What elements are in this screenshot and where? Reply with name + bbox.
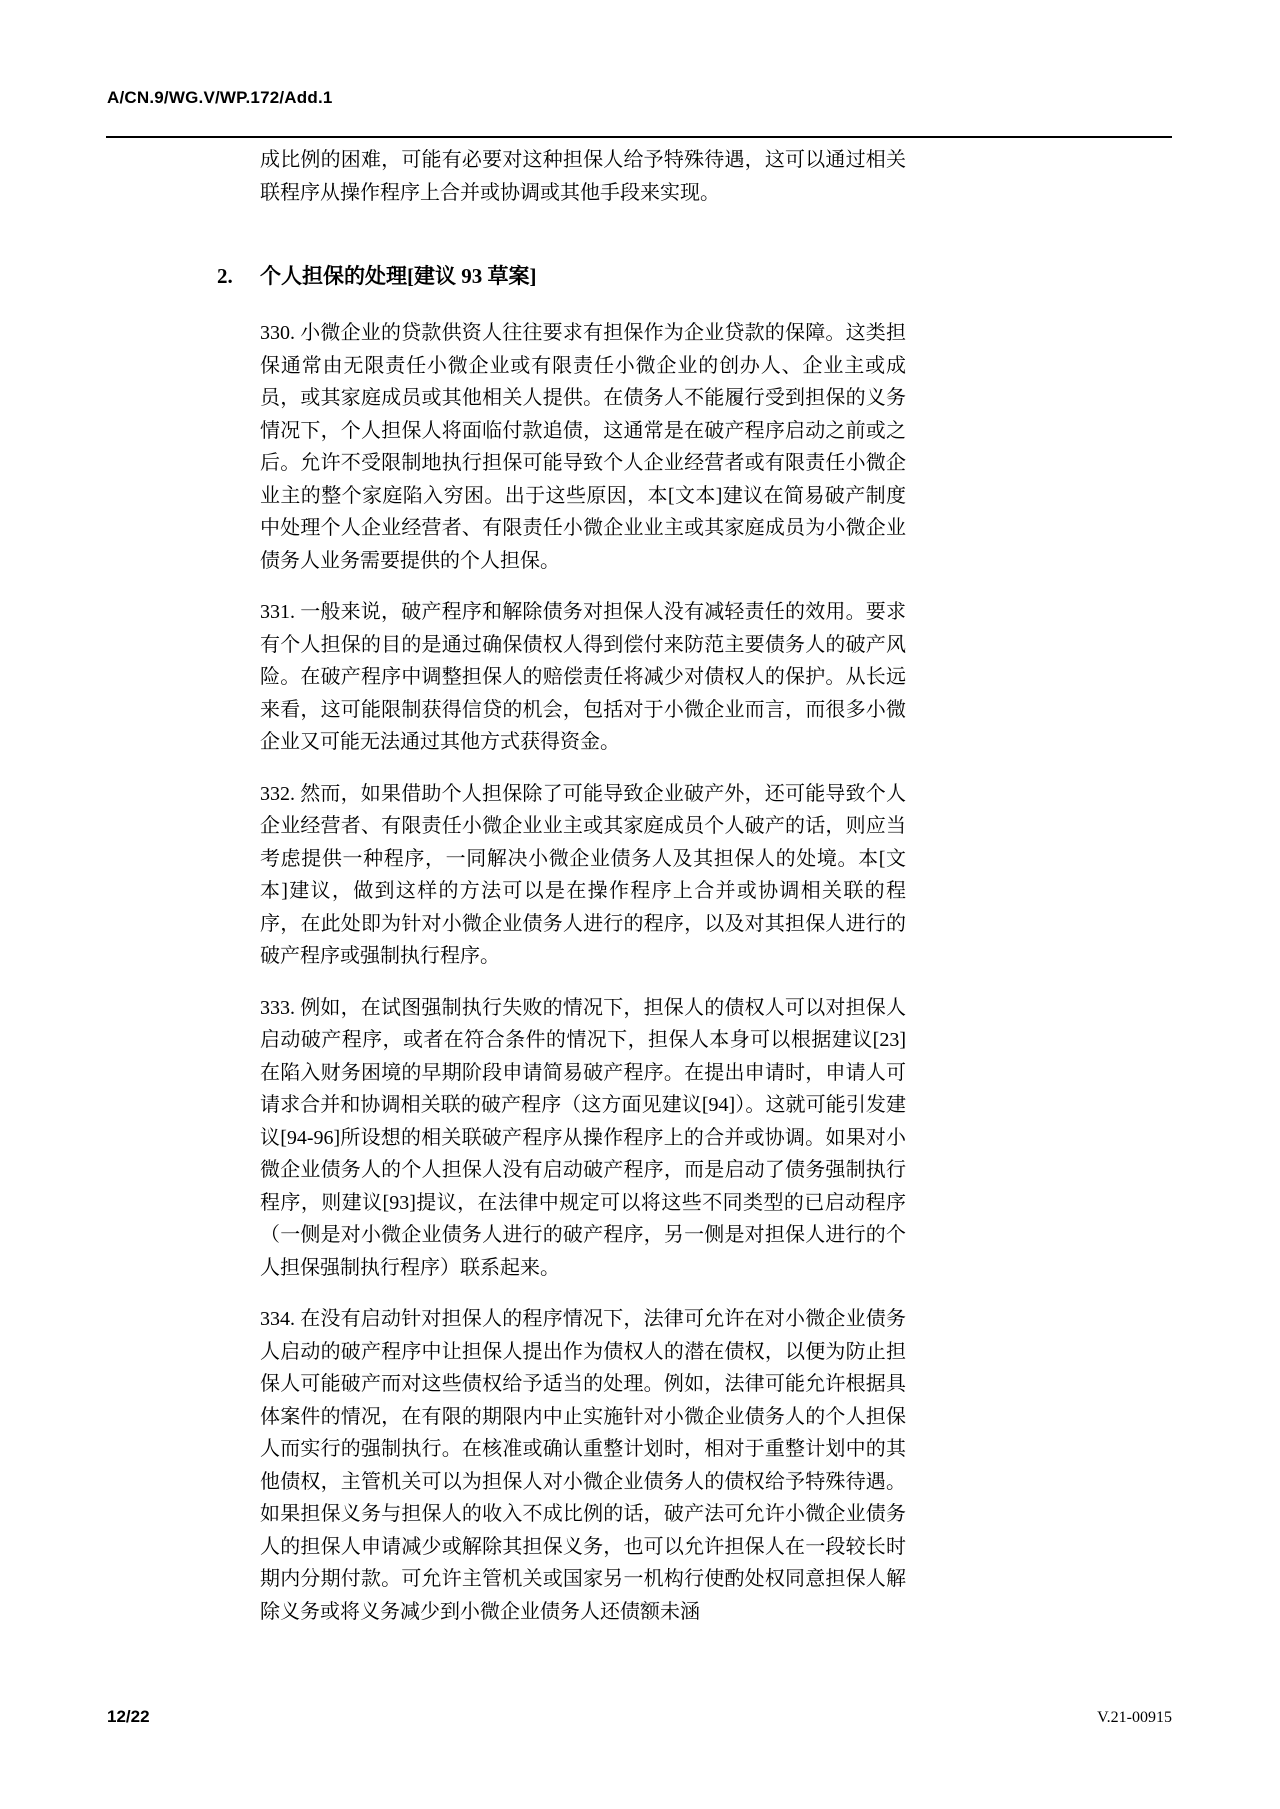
paragraph-number: 332.: [260, 782, 295, 805]
paragraph-number: 331.: [260, 601, 295, 623]
numbered-paragraph: [260, 317, 906, 577]
numbered-paragraph: [260, 992, 906, 1285]
numbered-paragraph: [260, 1303, 906, 1628]
page-number: 12/22: [107, 1707, 150, 1726]
paragraph-text: 然而，如果借助个人担保除了可能导致企业破产外，还可能导致个人企业经营者、有限责任小微企业业主或其家庭成员个人破产的话，则应当考虑提供一种程序，一同解决小微企业债务人及其担保人的处境。本[文本]建议，做到这样的方法可以是在操作程序上合并或协调相关联的程序，在此处即为针对小微企业债务人进行的程序，以及对其担保人进行的破产程序或强制执行程序。: [260, 782, 907, 967]
header-divider: [106, 136, 1172, 138]
section-number: 2.: [217, 264, 233, 288]
paragraph-text: 小微企业的贷款供资人往往要求有担保作为企业贷款的保障。这类担保通常由无限责任小微企业或有限责任小微企业的创办人、企业主或成员，或其家庭成员或其他相关人提供。在债务人不能履行受到担保的义务情况下，个人担保人将面临付款追债，这通常是在破产程序启动之前或之后。允许不受限制地执行担保可能导致个人企业经营者或有限责任小微企业主的整个家庭陷入穷困。出于这些原因，本[文本]建议在简易破产制度中处理个人企业经营者、有限责任小微企业业主或其家庭成员为小微企业债务人业务需要提供的个人担保。: [260, 322, 907, 572]
document-id: V.21-00915: [1097, 1709, 1172, 1726]
section-title: 个人担保的处理[建议 93 草案]: [260, 264, 537, 288]
page-content: [217, 144, 907, 1647]
document-symbol: A/CN.9/WG.V/WP.172/Add.1: [107, 88, 333, 107]
paragraph-text: 在没有启动针对担保人的程序情况下，法律可允许在对小微企业债务人启动的破产程序中让担保人提出作为债权人的潜在债权，以便为防止担保人可能破产而对这些债权给予适当的处理。例如，法律可能允许根据具体案件的情况，在有限的期限内中止实施针对小微企业债务人的个人担保人而实行的强制执行。在核准或确认重整计划时，相对于重整计划中的其他债权，主管机关可以为担保人对小微企业债务人的债权给予特殊待遇。如果担保义务与担保人的收入不成比例的话，破产法可允许小微企业债务人的担保人申请减少或解除其担保义务，也可以允许担保人在一段较长时期内分期付款。可允许主管机关或国家另一机构行使酌处权同意担保人解除义务或将义务减少到小微企业债务人还债额未涵: [260, 1308, 907, 1623]
paragraph-text: 例如，在试图强制执行失败的情况下，担保人的债权人可以对担保人启动破产程序，或者在符合条件的情况下，担保人本身可以根据建议[23]在陷入财务困境的早期阶段申请简易破产程序。在提出申请时，申请人可请求合并和协调相关联的破产程序（这方面见建议[94]）。这就可能引发建议[94-96]所设想的相关联破产程序从操作程序上的合并或协调。如果对小微企业债务人的个人担保人没有启动破产程序，而是启动了债务强制执行程序，则建议[93]提议，在法律中规定可以将这些不同类型的已启动程序（一侧是对小微企业债务人进行的破产程序，另一侧是对担保人进行的个人担保强制执行程序）联系起来。: [260, 996, 907, 1279]
paragraph-number: 333.: [260, 996, 295, 1019]
paragraph-number: 334.: [260, 1308, 295, 1330]
numbered-paragraph: [260, 778, 906, 973]
paragraph-number: 330.: [260, 322, 295, 344]
paragraph-continuation: 成比例的困难，可能有必要对这种担保人给予特殊待遇，这可以通过相关联程序从操作程序上合并或协调或其他手段来实现。: [260, 149, 906, 204]
section-heading: [217, 261, 906, 291]
paragraph-text: 一般来说，破产程序和解除债务对担保人没有减轻责任的效用。要求有个人担保的目的是通过确保债权人得到偿付来防范主要债务人的破产风险。在破产程序中调整担保人的赔偿责任将减少对债权人的保护。从长远来看，这可能限制获得信贷的机会，包括对于小微企业而言，而很多小微企业又可能无法通过其他方式获得资金。: [260, 601, 907, 753]
numbered-paragraph: [260, 596, 906, 759]
